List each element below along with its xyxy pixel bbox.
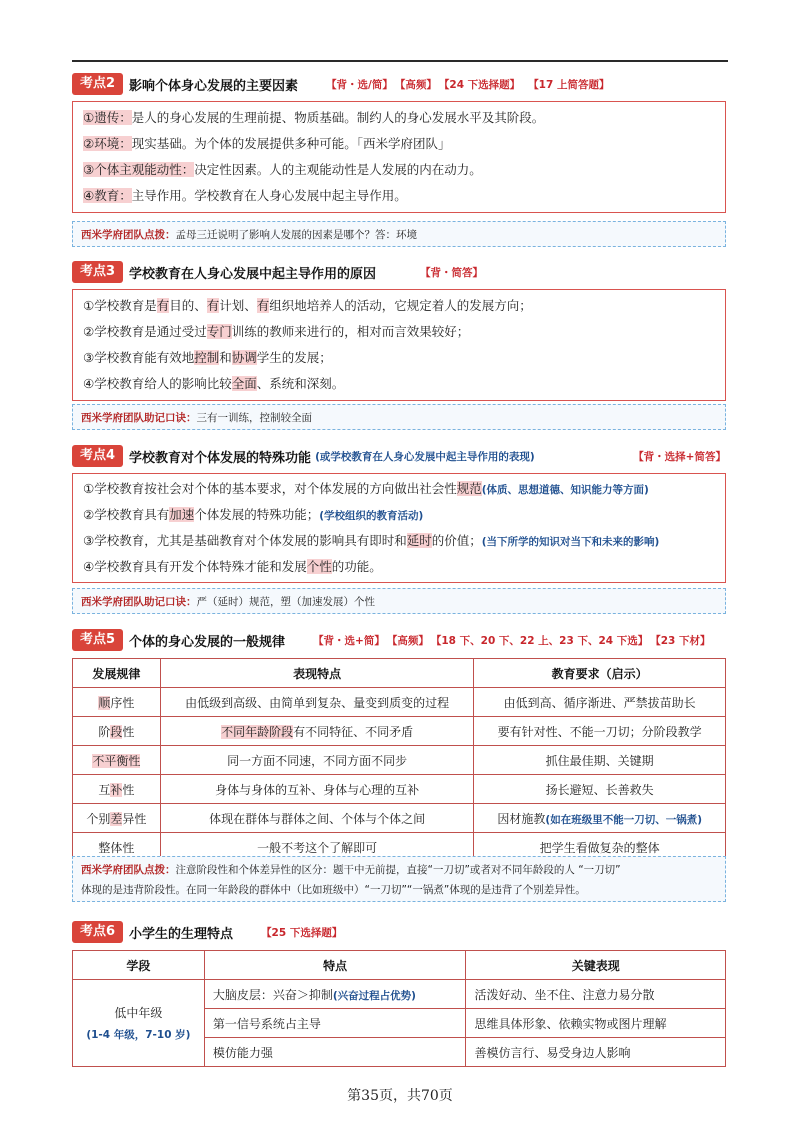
tag: 【24 下选择题】 [438, 78, 521, 91]
section-badge: 考点5 [72, 629, 123, 651]
section-title: 影响个体身心发展的主要因素 [129, 78, 299, 94]
tag: 【背・选/简】 [326, 78, 393, 91]
reason-line: ④学校教育给人的影响比较全面、系统和深刻。 [83, 376, 345, 391]
table-row: 第一信号系统占主导 思维具体形象、依赖实物或图片理解 [73, 1009, 726, 1038]
section-3-box [72, 289, 726, 401]
reason-line: ②学校教育是通过受过专门训练的教师来进行的，相对而言效果较好； [83, 324, 470, 339]
physiology-table [72, 950, 726, 1067]
column-header: 教育要求（启示） [474, 659, 726, 688]
section-badge: 考点4 [72, 445, 123, 467]
page-number: 第35页，共70页 [347, 1088, 453, 1104]
tag: 【17 上简答题】 [528, 78, 610, 91]
column-header: 关键表现 [466, 951, 726, 980]
section-title: 小学生的生理特点 [129, 926, 234, 942]
section-3-header [72, 260, 483, 284]
section-4-header [72, 444, 726, 468]
tag: 【高频】 [394, 78, 437, 91]
table-row: 低中年级 (1-4 年级，7-10 岁) 大脑皮层：兴奋＞抑制(兴奋过程占优势) 活泼好动、坐不住、注意力易分散 [73, 980, 726, 1009]
function-line: ②学校教育具有加速个体发展的特殊功能；(学校组织的教育活动) [83, 507, 424, 522]
tag: 【23 下材】 [650, 634, 711, 647]
function-line: ①学校教育按社会对个体的基本要求，对个体发展的方向做出社会性规范(体质、思想道德、知识能力等方面) [83, 481, 649, 496]
table-row: 顺序性 由低级到高级、由简单到复杂、量变到质变的过程 由低到高、循序渐进、严禁拔苗助长 [73, 688, 726, 717]
section-title: 个体的身心发展的一般规律 [129, 634, 286, 650]
tag: 【18 下、20 下、22 上、23 下、24 下选】 [430, 634, 649, 647]
section-5-note: 西米学府团队点拨：注意阶段性和个体差异性的区分：题干中无前提，直接“一刀切”或者对不同年龄段的人 “一刀切” 体现的是违背阶段性。在同一年龄段的群体中（比如班级中）“一刀切”“一锅煮”体现的是违背了个别差异性。 [72, 856, 726, 902]
section-2-note: 西米学府团队点拨：孟母三迁说明了影响人发展的因素是哪个？答：环境 [72, 221, 726, 247]
section-2-header [72, 72, 609, 96]
tag: 【背・选+简】 [313, 634, 385, 647]
table-header-row [73, 951, 726, 980]
section-6-header [72, 920, 342, 944]
stage-cell: 低中年级 (1-4 年级，7-10 岁) [73, 980, 205, 1067]
table-header-row [73, 659, 726, 688]
table-row: 整体性 一般不考这个了解即可 把学生看做复杂的整体 [73, 833, 726, 862]
tag: 【25 下选择题】 [261, 926, 343, 939]
section-3-note: 西米学府团队助记口诀：三有一训练，控制较全面 [72, 404, 726, 430]
section-badge: 考点2 [72, 73, 123, 95]
development-laws-table [72, 658, 726, 862]
top-rule [72, 60, 728, 62]
section-4-box [72, 473, 726, 583]
table-row: 阶段性 不同年龄阶段有不同特征、不同矛盾 要有针对性、不能一刀切；分阶段教学 [73, 717, 726, 746]
factor-line: ①遗传：是人的身心发展的生理前提、物质基础。制约人的身心发展水平及其阶段。 [83, 110, 545, 125]
section-title: 学校教育在人身心发展中起主导作用的原因 [129, 266, 377, 282]
column-header: 学段 [73, 951, 205, 980]
table-row: 个别差异性 体现在群体与群体之间、个体与个体之间 因材施教(如在班级里不能一刀切、一锅煮) [73, 804, 726, 833]
table-row: 模仿能力强 善模仿言行、易受身边人影响 [73, 1038, 726, 1067]
tag: 【高频】 [386, 634, 429, 647]
section-badge: 考点6 [72, 921, 123, 943]
section-subtitle: (或学校教育在人身心发展中起主导作用的表现) [315, 450, 535, 463]
column-header: 发展规律 [73, 659, 161, 688]
section-4-note: 西米学府团队助记口诀：严（延时）规范，塑（加速发展）个性 [72, 588, 726, 614]
function-line: ④学校教育具有开发个体特殊才能和发展个性的功能。 [83, 559, 382, 574]
section-2-box [72, 101, 726, 213]
function-line: ③学校教育，尤其是基础教育对个体发展的影响具有即时和延时的价值；(当下所学的知识对当下和未来的影响) [83, 533, 660, 548]
factor-line: ②环境：现实基础。为个体的发展提供多种可能。「西米学府团队」 [83, 136, 451, 151]
tag: 【背・简答】 [420, 266, 484, 279]
factor-line: ③个体主观能动性：决定性因素。人的主观能动性是人发展的内在动力。 [83, 162, 482, 177]
column-header: 表现特点 [160, 659, 474, 688]
reason-line: ③学校教育能有效地控制和协调学生的发展； [83, 350, 332, 365]
section-title: 学校教育对个体发展的特殊功能 [129, 450, 312, 466]
reason-line: ①学校教育是有目的、有计划、有组织地培养人的活动，它规定着人的发展方向； [83, 298, 532, 313]
column-header: 特点 [204, 951, 466, 980]
table-row: 互补性 身体与身体的互补、身体与心理的互补 扬长避短、长善救失 [73, 775, 726, 804]
factor-line: ④教育：主导作用。学校教育在人身心发展中起主导作用。 [83, 188, 407, 203]
section-5-header [72, 628, 711, 652]
table-row: 不平衡性 同一方面不同速，不同方面不同步 抓住最佳期、关键期 [73, 746, 726, 775]
section-badge: 考点3 [72, 261, 123, 283]
tag: 【背・选择+简答】 [633, 450, 726, 463]
